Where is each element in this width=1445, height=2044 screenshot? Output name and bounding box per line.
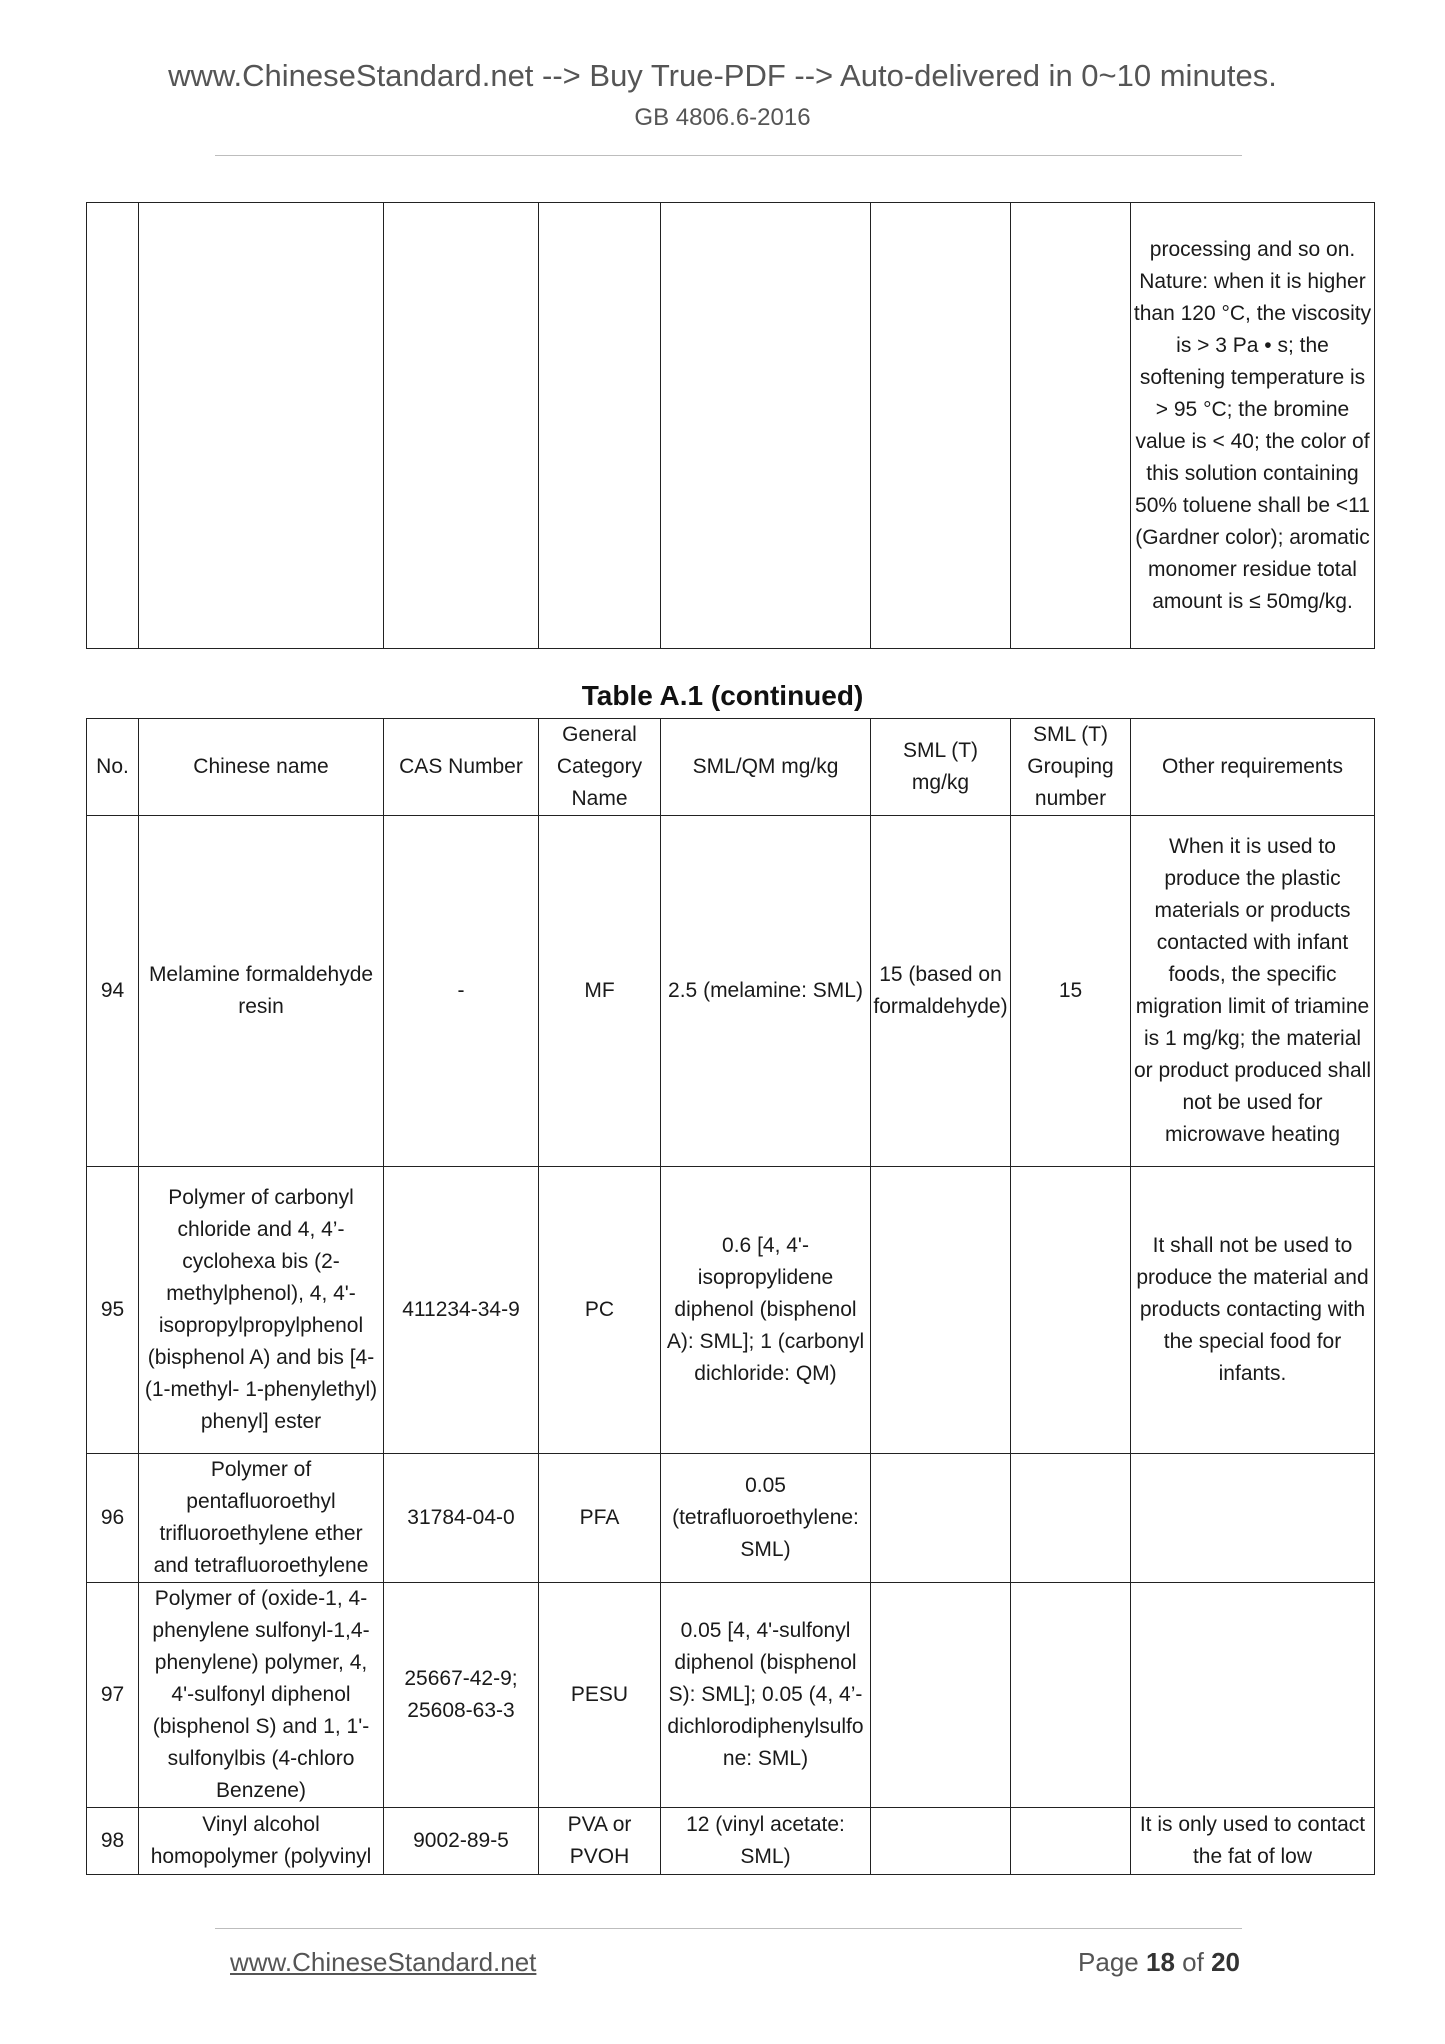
category-cell: PESU: [539, 1583, 661, 1808]
header-divider: [215, 155, 1242, 156]
other-requirements-cell: [1131, 1583, 1375, 1808]
page-indicator: [1078, 1947, 1240, 1978]
cas-cell: -: [384, 816, 539, 1167]
column-header-chinese-name: Chinese name: [139, 719, 384, 816]
sml-qm-cell: 2.5 (melamine: SML): [661, 816, 871, 1167]
substance-table: [86, 718, 1375, 1875]
table-row: [87, 1808, 1375, 1875]
chinese-name-cell: Melamine formaldehyde resin: [139, 816, 384, 1167]
table-cell: [87, 203, 139, 649]
chinese-name-cell: Polymer of (oxide-1, 4-phenylene sulfonyl-1,4-phenylene) polymer, 4, 4'-sulfonyl diphenol (bisphenol S) and 1, 1'-sulfonylbis (4-chloro Benzene): [139, 1583, 384, 1808]
chinese-name-cell: Vinyl alcohol homopolymer (polyvinyl: [139, 1808, 384, 1875]
column-header-general-category: General Category Name: [539, 719, 661, 816]
row-number: 96: [87, 1454, 139, 1583]
table-cell: [871, 203, 1011, 649]
sml-t-cell: [871, 1167, 1011, 1454]
other-requirements-cell: It shall not be used to produce the material and products contacting with the special food for infants.: [1131, 1167, 1375, 1454]
table-cell: [539, 203, 661, 649]
row-number: 97: [87, 1583, 139, 1808]
table-cell: [661, 203, 871, 649]
sml-qm-cell: 12 (vinyl acetate: SML): [661, 1808, 871, 1875]
page-total: 20: [1211, 1947, 1240, 1977]
category-cell: PC: [539, 1167, 661, 1454]
other-requirements-cell: When it is used to produce the plastic materials or products contacted with infant foods, the specific migration limit of triamine is 1 mg/kg; the material or product produced shall not be used for microwave heating: [1131, 816, 1375, 1167]
sml-qm-cell: 0.05 (tetrafluoroethylene: SML): [661, 1454, 871, 1583]
table-row: [87, 1167, 1375, 1454]
group-cell: [1011, 1167, 1131, 1454]
table-row: [87, 1454, 1375, 1583]
column-header-no: No.: [87, 719, 139, 816]
cas-cell: 411234-34-9: [384, 1167, 539, 1454]
group-cell: [1011, 1454, 1131, 1583]
column-header-sml-t: SML (T) mg/kg: [871, 719, 1011, 816]
sml-t-cell: [871, 1808, 1011, 1875]
row-number: 98: [87, 1808, 139, 1875]
sml-t-cell: [871, 1454, 1011, 1583]
continued-table-fragment: [86, 202, 1375, 649]
sml-qm-cell: 0.05 [4, 4'-sulfonyl diphenol (bisphenol S): SML]; 0.05 (4, 4’-dichlorodiphenylsulfone: SML): [661, 1583, 871, 1808]
cas-cell: 31784-04-0: [384, 1454, 539, 1583]
footer-site-link[interactable]: www.ChineseStandard.net: [230, 1947, 537, 1977]
cas-cell: 9002-89-5: [384, 1808, 539, 1875]
standard-number: GB 4806.6-2016: [634, 104, 811, 131]
sml-t-cell: 15 (based on formaldehyde): [871, 816, 1011, 1167]
page-of: of: [1182, 1947, 1204, 1977]
page-prefix: Page: [1078, 1947, 1139, 1977]
sml-t-cell: [871, 1583, 1011, 1808]
table-cell: [139, 203, 384, 649]
cas-cell: 25667-42-9; 25608-63-3: [384, 1583, 539, 1808]
other-requirements-cell: processing and so on. Nature: when it is higher than 120 °C, the viscosity is > 3 Pa • s; the softening temperature is > 95 °C; the bromine value is < 40; the color of this solution containing 50% toluene shall be <11 (Gardner color); aromatic monomer residue total amount is ≤ 50mg/kg.: [1131, 203, 1375, 649]
group-cell: [1011, 1808, 1131, 1875]
table-row: [87, 816, 1375, 1167]
table-caption: Table A.1 (continued): [581, 680, 864, 711]
column-header-cas: CAS Number: [384, 719, 539, 816]
chinese-name-cell: Polymer of carbonyl chloride and 4, 4’-cyclohexa bis (2-methylphenol), 4, 4'-isopropylpropylphenol (bisphenol A) and bis [4- (1-methyl- 1-phenylethyl) phenyl] ester: [139, 1167, 384, 1454]
table-header-row: [87, 719, 1375, 816]
table-row: [87, 203, 1375, 649]
column-header-sml-t-group: SML (T) Grouping number: [1011, 719, 1131, 816]
table-row: [87, 1583, 1375, 1808]
category-cell: PFA: [539, 1454, 661, 1583]
column-header-sml-qm: SML/QM mg/kg: [661, 719, 871, 816]
sml-qm-cell: 0.6 [4, 4'-isopropylidene diphenol (bisphenol A): SML]; 1 (carbonyl dichloride: QM): [661, 1167, 871, 1454]
page-current: 18: [1146, 1947, 1175, 1977]
table-cell: [1011, 203, 1131, 649]
column-header-other: Other requirements: [1131, 719, 1375, 816]
category-cell: PVA or PVOH: [539, 1808, 661, 1875]
other-requirements-cell: [1131, 1454, 1375, 1583]
footer-divider: [215, 1928, 1242, 1929]
row-number: 95: [87, 1167, 139, 1454]
other-requirements-cell: It is only used to contact the fat of low: [1131, 1808, 1375, 1875]
header-banner: www.ChineseStandard.net --> Buy True-PDF --> Auto-delivered in 0~10 minutes.: [168, 58, 1277, 93]
chinese-name-cell: Polymer of pentafluoroethyl trifluoroethylene ether and tetrafluoroethylene: [139, 1454, 384, 1583]
category-cell: MF: [539, 816, 661, 1167]
group-cell: 15: [1011, 816, 1131, 1167]
group-cell: [1011, 1583, 1131, 1808]
table-cell: [384, 203, 539, 649]
row-number: 94: [87, 816, 139, 1167]
